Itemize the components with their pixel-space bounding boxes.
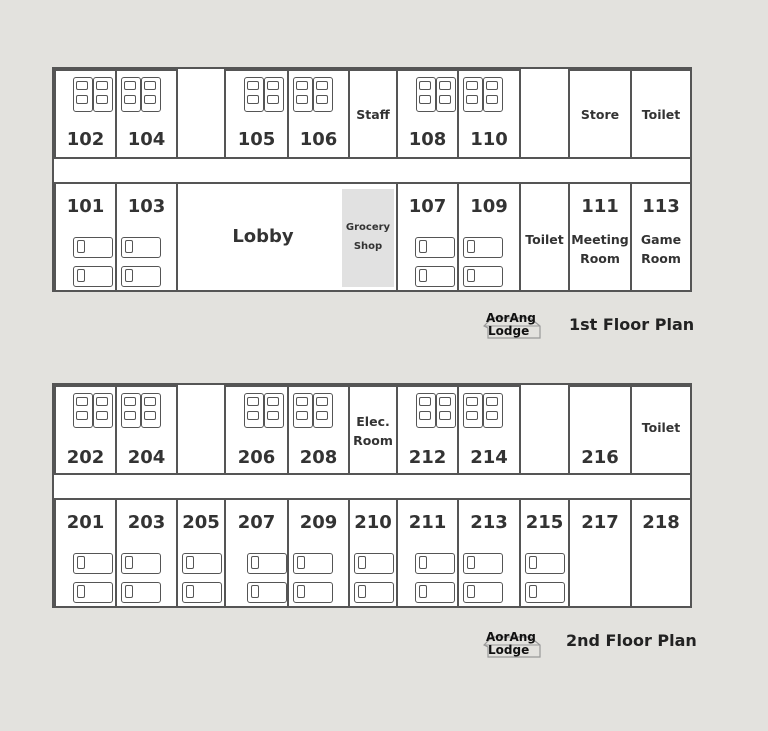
room-number: 206: [237, 447, 276, 468]
room-number: 205: [182, 512, 220, 533]
room-label-line1: Elec.: [356, 414, 390, 429]
room-number: 207: [237, 512, 276, 533]
bed-icon: [463, 77, 483, 112]
room-number: 210: [354, 512, 392, 533]
bed-icon: [483, 393, 503, 428]
room-207[interactable]: [224, 498, 289, 608]
room-label: Toilet: [525, 232, 564, 247]
room-113[interactable]: [630, 182, 692, 292]
bed-icon: [73, 553, 113, 574]
room-label: Toilet: [641, 420, 681, 435]
room-number: 213: [470, 512, 508, 533]
room-111[interactable]: [568, 182, 632, 292]
room-208[interactable]: [287, 385, 350, 475]
room-label-line1: Game: [640, 232, 682, 247]
room-number: 218: [642, 512, 680, 533]
room-toilet-top[interactable]: [630, 69, 692, 159]
bed-icon: [121, 237, 161, 258]
bed-icon: [73, 266, 113, 287]
room-store[interactable]: [568, 69, 632, 159]
logo-text-line1: AorAng: [486, 630, 536, 644]
room-204[interactable]: [115, 385, 178, 475]
bed-icon: [121, 266, 161, 287]
shop-label-line1: Grocery: [345, 222, 391, 233]
floor-1-plan: [52, 67, 692, 292]
bed-icon: [436, 393, 456, 428]
bed-icon: [415, 237, 455, 258]
room-number: 103: [127, 196, 166, 217]
room-101[interactable]: [54, 182, 117, 292]
room-106[interactable]: [287, 69, 350, 159]
room-number: 211: [408, 512, 447, 533]
bed-icon: [244, 393, 264, 428]
lodge-logo: [478, 627, 548, 661]
room-213[interactable]: [457, 498, 521, 608]
bed-icon: [354, 553, 394, 574]
room-number: 204: [127, 447, 166, 468]
floor-2-title: 2nd Floor Plan: [566, 631, 697, 650]
bed-icon: [182, 553, 222, 574]
room-211[interactable]: [396, 498, 459, 608]
bed-icon: [354, 582, 394, 603]
room-label: Staff: [356, 107, 390, 122]
bed-icon: [93, 77, 113, 112]
room-number: 209: [299, 512, 338, 533]
room-number: 214: [470, 447, 508, 468]
room-number: 202: [66, 447, 105, 468]
room-210[interactable]: [348, 498, 398, 608]
room-number: 110: [470, 129, 508, 150]
room-number: 106: [299, 129, 338, 150]
room-203[interactable]: [115, 498, 178, 608]
room-number: 101: [66, 196, 105, 217]
bed-icon: [463, 553, 503, 574]
bed-icon: [436, 77, 456, 112]
room-number: 108: [408, 129, 447, 150]
room-label: Store: [580, 107, 620, 122]
bed-icon: [93, 393, 113, 428]
floor-2-plan: [52, 383, 692, 608]
logo-text-line2: Lodge: [488, 643, 530, 657]
room-215[interactable]: [519, 498, 570, 608]
room-110[interactable]: [457, 69, 521, 159]
bed-icon: [247, 553, 287, 574]
room-number: 102: [66, 129, 105, 150]
bed-icon: [525, 582, 565, 603]
room-number: 113: [642, 196, 680, 217]
logo-text-line1: AorAng: [486, 311, 536, 325]
room-number: 111: [581, 196, 619, 217]
room-number: 203: [127, 512, 166, 533]
lodge-logo: [478, 308, 548, 342]
room-number: 208: [299, 447, 338, 468]
room-number: 215: [525, 512, 564, 533]
shop-label-line2: Shop: [353, 241, 383, 252]
room-number: 107: [408, 196, 447, 217]
bed-icon: [463, 393, 483, 428]
room-105[interactable]: [224, 69, 289, 159]
room-staff[interactable]: [348, 69, 398, 159]
bed-icon: [525, 553, 565, 574]
bed-icon: [121, 77, 141, 112]
room-elec[interactable]: [348, 385, 398, 475]
room-206[interactable]: [224, 385, 289, 475]
bed-icon: [244, 77, 264, 112]
bed-icon: [483, 77, 503, 112]
bed-icon: [415, 266, 455, 287]
room-214[interactable]: [457, 385, 521, 475]
corridor: [54, 473, 690, 500]
room-201[interactable]: [54, 498, 117, 608]
room-lobby[interactable]: [176, 182, 398, 292]
room-202[interactable]: [54, 385, 117, 475]
room-109[interactable]: [457, 182, 521, 292]
bed-icon: [264, 393, 284, 428]
corridor: [54, 157, 690, 184]
room-label: Toilet: [641, 107, 681, 122]
bed-icon: [313, 77, 333, 112]
room-label-line2: Room: [353, 433, 393, 448]
bed-icon: [247, 582, 287, 603]
bed-icon: [463, 582, 503, 603]
room-number: 109: [470, 196, 508, 217]
bed-icon: [264, 77, 284, 112]
room-212[interactable]: [396, 385, 459, 475]
room-205[interactable]: [176, 498, 226, 608]
bed-icon: [73, 237, 113, 258]
room-108[interactable]: [396, 69, 459, 159]
room-label-line2: Room: [580, 251, 620, 266]
room-number: 212: [408, 447, 447, 468]
bed-icon: [293, 77, 313, 112]
room-number: 104: [127, 129, 166, 150]
bed-icon: [463, 237, 503, 258]
bed-icon: [182, 582, 222, 603]
bed-icon: [416, 393, 436, 428]
room-label: Lobby: [232, 226, 294, 247]
room-label-line1: Meeting: [571, 232, 629, 247]
bed-icon: [293, 582, 333, 603]
room-102[interactable]: [54, 69, 117, 159]
room-toilet[interactable]: [630, 385, 692, 475]
bed-icon: [313, 393, 333, 428]
bed-icon: [141, 77, 161, 112]
room-217[interactable]: [568, 498, 632, 608]
bed-icon: [415, 582, 455, 603]
room-toilet-bottom[interactable]: [519, 182, 570, 292]
room-209[interactable]: [287, 498, 350, 608]
room-number: 201: [66, 512, 105, 533]
room-218[interactable]: [630, 498, 692, 608]
room-number: 216: [581, 447, 619, 468]
room-number: 105: [237, 129, 276, 150]
bed-icon: [73, 77, 93, 112]
room-label-line2: Room: [641, 251, 681, 266]
logo-text-line2: Lodge: [488, 324, 530, 338]
room-number: 217: [581, 512, 619, 533]
room-107[interactable]: [396, 182, 459, 292]
room-103[interactable]: [115, 182, 178, 292]
bed-icon: [73, 393, 93, 428]
bed-icon: [73, 582, 113, 603]
bed-icon: [121, 582, 161, 603]
grocery-shop[interactable]: [342, 189, 394, 287]
room-216[interactable]: [568, 385, 632, 475]
bed-icon: [416, 77, 436, 112]
bed-icon: [293, 393, 313, 428]
bed-icon: [121, 393, 141, 428]
bed-icon: [141, 393, 161, 428]
bed-icon: [293, 553, 333, 574]
bed-icon: [415, 553, 455, 574]
floor-1-title: 1st Floor Plan: [569, 315, 695, 334]
room-104[interactable]: [115, 69, 178, 159]
bed-icon: [121, 553, 161, 574]
bed-icon: [463, 266, 503, 287]
